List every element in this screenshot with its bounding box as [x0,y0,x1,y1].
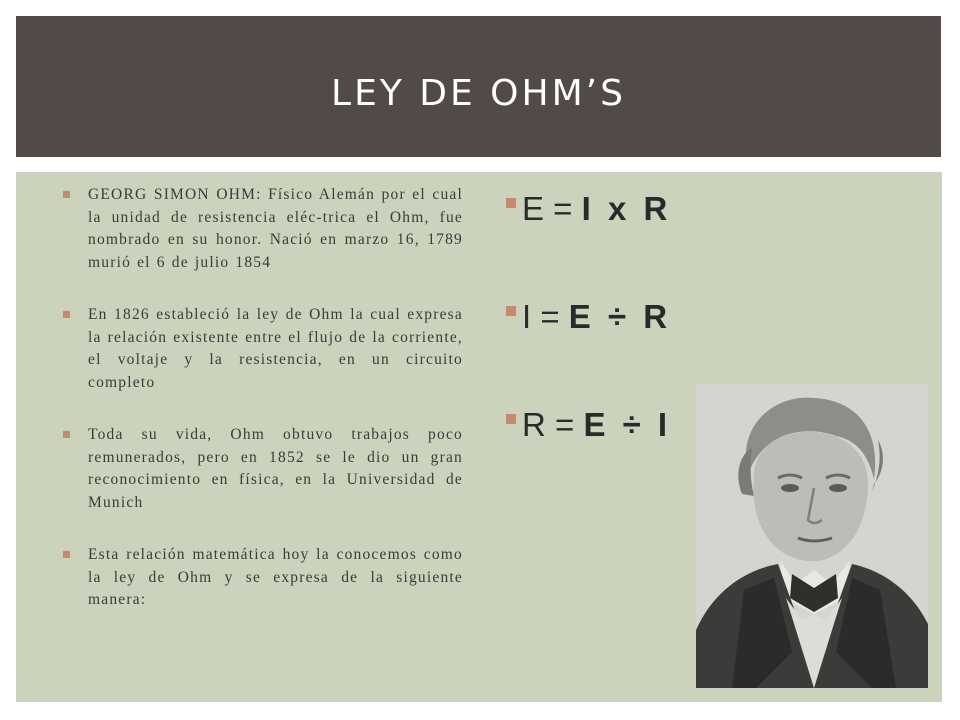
bullet-square-icon [506,306,516,316]
bullet-text: Esta relación matemática hoy la conocemos como la ley de Ohm y se expresa de la siguiente manera: [88,546,463,608]
formula-equals: = [545,406,584,443]
slide-title: LEY DE OHM’S [331,73,626,114]
formula-voltage [506,190,671,228]
bullet-square-icon [63,311,70,318]
portrait-illustration [696,384,928,688]
formula-lhs: E [522,190,545,227]
georg-ohm-portrait [696,384,928,688]
bullet-square-icon [506,414,516,424]
content-panel [16,172,942,702]
bullet-item-recognition [63,424,463,514]
formula-rhs: I x R [581,190,672,227]
formula-current [506,298,671,336]
bullet-square-icon [63,431,70,438]
formula-rhs: E ÷ R [568,298,672,335]
bullet-square-icon [63,191,70,198]
formula-equals: = [531,298,569,335]
bullet-square-icon [63,551,70,558]
title-banner [16,16,941,157]
formula-lhs: R [522,406,546,443]
bullet-item-biography [63,184,463,274]
bullet-item-1826 [63,304,463,394]
bullet-text: GEORG SIMON OHM: Físico Alemán por el cual la unidad de resistencia eléc-trica el Ohm, fue nombrado en su honor. Nació en marzo 16, 1789 murió el 6 de julio 1854 [88,186,463,271]
bullet-list [63,184,463,642]
formula-rhs: E ÷ I [583,406,672,443]
formula-resistance [506,406,671,444]
bullet-square-icon [506,198,516,208]
formula-lhs: I [522,298,532,335]
bullet-text: Toda su vida, Ohm obtuvo trabajos poco remunerados, pero en 1852 se le dio un gran reconocimiento en física, en la Universidad de Munich [88,426,463,511]
bullet-text: En 1826 estableció la ley de Ohm la cual expresa la relación existente entre el flujo de la corriente, el voltaje y la resistencia, en un circuito completo [88,306,463,391]
formula-equals: = [544,190,582,227]
bullet-item-law [63,544,463,612]
